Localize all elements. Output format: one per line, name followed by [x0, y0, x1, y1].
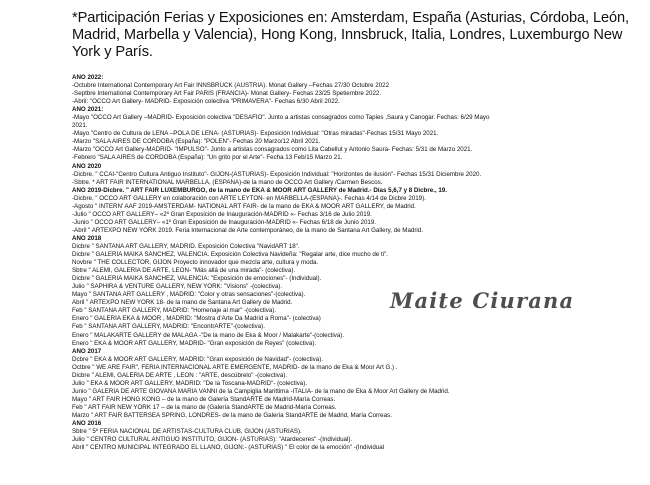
artist-signature-watermark: Maite Ciurana: [390, 288, 575, 313]
year-heading: AÑO 2022:: [72, 74, 104, 81]
exhibition-entry: -Febrero "SALA AIRES de CORDOBA (España): "Un grito por el Arte"- Fecha 13 Feb/15 Marzo 21.: [72, 154, 343, 162]
year-heading: AÑO 2021:: [72, 106, 104, 114]
exhibition-entry: Dicbre " GALERIA MAIKA SÁNCHEZ, VALENCIA: "Exposición de emociones"- (Individual).: [72, 275, 322, 283]
year-heading: AÑO 2017: [72, 347, 102, 355]
exhibition-entry: Enero " EKA & MOOR ART GALLERY, MADRID- "Gran exposición de Reyes" (colectiva).: [72, 339, 317, 347]
exhibition-entry: Abril " CENTRO MUNICIPAL INTEGRADO EL LLANO, GIJÓN:- (ASTURIAS) " El color de la emoción" -(Individual: [72, 444, 385, 452]
exhibition-entry: -Septbre International Contemporary Art Fair PARIS (FRANCIA)- Monat Gallery- Fechas 23/25 Spetiembre 2022.: [72, 90, 382, 98]
exhibition-entry: -Marzo "SALA AIRES DE CORDOBA (España): "POLEN"- Fechas 20 Marzo/12 Abril 2021.: [72, 138, 321, 146]
exhibition-entry: 2021.: [72, 122, 88, 130]
exhibition-entry: -Dicbre. " CCAI-"Centro Cultura Antiguo Instituto"- GIJON-(ASTURIAS)- Exposición Individual: "Horizontes de ilusión"- Fechas 15/31 Diciembre 2020.: [72, 170, 482, 178]
year-heading: AÑO 2020: [72, 162, 102, 170]
year-heading: AÑO 2018: [72, 234, 102, 242]
exhibition-entry: Feb " SANTANA ART GALLERY, MADRID: "Homenaje al mar" -(colectiva).: [72, 307, 277, 315]
exhibition-entry: Enero " MALAKARTE GALLERY de MÁLAGA -"De la mano de Eka & Moor / Malakarte"-(colectiva).: [72, 331, 345, 339]
page-heading: *Participación Ferias y Exposiciones en: Amsterdam, España (Asturias, Córdoba, León, Madrid, Marbella y Valencia), Hong Kong, Innsbruck, Italia, Londres, Luxemburgo New York y París.: [72, 10, 629, 60]
exhibition-entry: Abril " ARTEXPO NEW YORK 18- de la mano de Santana Art Gallery de Madrid.: [72, 299, 293, 307]
exhibition-entry: Junio " GALERÍA DE ARTE GIOVANA MARIA VANNI de la Campiglia Marittima -ITALIA- de la mano de Eka & Moor Art Gallery de Madrid.: [72, 387, 450, 395]
exhibition-entry: Novbre " THE COLLECTOR, GIJÓN Proyecto innovador que mezcla arte, cultura y moda.: [72, 259, 319, 267]
exhibition-entry: Dicbre " SANTANA ART GALLERY, MADRID. Exposición Colectiva "NavidART 18".: [72, 242, 300, 250]
exhibition-entry: -Abril " ARTEXPO NEW YORK 2019. Feria Internacional de Arte contemporáneo, de la mano de Santana Art Gallery, de Madrid.: [72, 226, 423, 234]
exhibition-entry: -Mayo "Centro de Cultura de LENA –POLA DE LENA- (ASTURIAS)- Exposición Individual: "Otras miradas"-Fechas 15/31 Mayo 2021.: [72, 130, 439, 138]
exhibition-entry: -Agosto " INTERN' AAF 2019-AMSTERDAM- NATIONAL ART FAIR- de la mano de EKA & MOOR ART GALLERY, de Madrid.: [72, 202, 416, 210]
exhibition-entry: Marzo " ART FAIR BATTERSEA SPRING, LONDRES- de la mano de Galería StandARTE de Madrid, María Correas.: [72, 411, 392, 419]
exhibition-entry: Sbtre " 5º FERIA NACIONAL DE ARTISTAS-CULTURA CLUB, GIJON (ASTURIAS).: [72, 428, 302, 436]
exhibition-entry: -Sbtre. * ART FAIR INTERNATIONAL MARBELLA, (ESPAÑA)-de la mano de OCCO Art Gallery /Carmen Bescos.: [72, 178, 383, 186]
exhibition-entry: -Junio " OCCO ART GALLERY– «1º Gran Exposición de Inauguración-MADRID «- Fechas 6/18 de Junio 2019.: [72, 218, 377, 226]
exhibition-entry: Dicbre " GALERÍA MAIKA SÁNCHEZ, VALENCIA. Exposición Colectiva Navideña: "Regalar arte, dice mucho de ti".: [72, 251, 388, 259]
exhibition-entry: -Abril: "OCCO Art Gallery- MADRID- Exposición colectiva "PRIMAVERA"- Fechas 6/30 Abril 2022.: [72, 98, 340, 106]
exhibition-entry: Enero " GALERÍA EKA & MOOR , MADRID: "Mostra d'Arte Da Madrid a Roma"- (colectiva): [72, 315, 321, 323]
exhibitions-list: [72, 74, 642, 452]
exhibition-entry: Mayo " SANTANA ART GALLERY , MADRID: "Color y otras sensaciones"-(colectiva).: [72, 291, 306, 299]
exhibition-entry: Feb " ART FAIR NEW YORK 17 – de la mano de (Galería StandARTE de Madrid-María Correas.: [72, 403, 337, 411]
exhibition-entry: Feb " SANTANA ART GALLERY, MADRID: "EncontrARTE"-(colectiva).: [72, 323, 265, 331]
exhibition-entry: Dcbre " EKA & MOOR ART GALLERY, MADRID: "Gran exposición de Navidad"- (colectiva).: [72, 355, 323, 363]
exhibition-entry: Julio " EKA & MOOR ART GALLERY, MADRID: "De la Toscana-MADRID"- (colectiva).: [72, 379, 308, 387]
year-heading: AÑO 2016: [72, 420, 102, 428]
exhibition-entry: Sbtre " ALEMI, GALERÍA DE ARTE, LEÓN- "Más allá de una mirada"- (colectiva).: [72, 267, 296, 275]
exhibition-entry: -Marzo "OCCO Art Gallery-MADRID- "IMPULSO"- Junto a artistas consagrados como Lita Cabellut y Antonio Saura- Fechas: 5/31 de Marzo 2021.: [72, 146, 473, 154]
exhibition-entry: -Dicbre. " OCCO ART GALLERY en colaboración con ARTE LEYTON- en MARBELLA-(ESPAÑA)-. Fechas 4/14 de Dicbre 2019).: [72, 194, 426, 202]
exhibition-entry: Mayo " ART FAIR HONG KONG – de la mano de Galería StandARTE de Madrid-María Correas.: [72, 395, 336, 403]
exhibition-entry: -Julio " OCCO ART GALLERY– «2º Gran Exposición de Inauguración-MADRID «- Fechas 3/16 de Julio 2019.: [72, 210, 372, 218]
exhibition-entry: Julio " CENTRO CULTURAL ANTIGUO INSTITUTO, GIJÓN- (ASTURIAS): "Atardeceres" -(Individual).: [72, 436, 353, 444]
exhibition-entry: -Mayo "OCCO Art Gallery –MADRID- Exposición colectiva "DESAFÍO". Junto a artistas consagrados como Tapies ,Saura y Canogar. Fechas: 6/29 Mayo: [72, 114, 490, 122]
year-heading: AÑO 2019-Dicbre. " ART FAIR LUXEMBURGO, de la mano de EKA & MOOR ART GALLERY de Madrid.- Días 5,6,7 y 8 Dicbre., 19.: [72, 186, 447, 194]
exhibition-entry: Dicbre " ALEMI, GALERÍA DE ARTE , LEON : "ARTE, descúbrelo" -(colectiva).: [72, 371, 288, 379]
exhibition-entry: Julio " SAPHIRA & VENTURE GALLERY, NEW YORK: "Visions" -(colectiva).: [72, 283, 283, 291]
exhibition-entry: Octbre " WE ARE FAIR", FERIA INTERNACIONAL ARTE EMERGENTE, MADRID- de la mano de Eka & Moor Art G.) .: [72, 363, 398, 371]
exhibition-entry: -Octubre International Contemporary Art Fair INNSBRUCK (AUSTRIA). Monat Gallery –Fechas 27/30 Octubre 2022: [72, 82, 390, 90]
